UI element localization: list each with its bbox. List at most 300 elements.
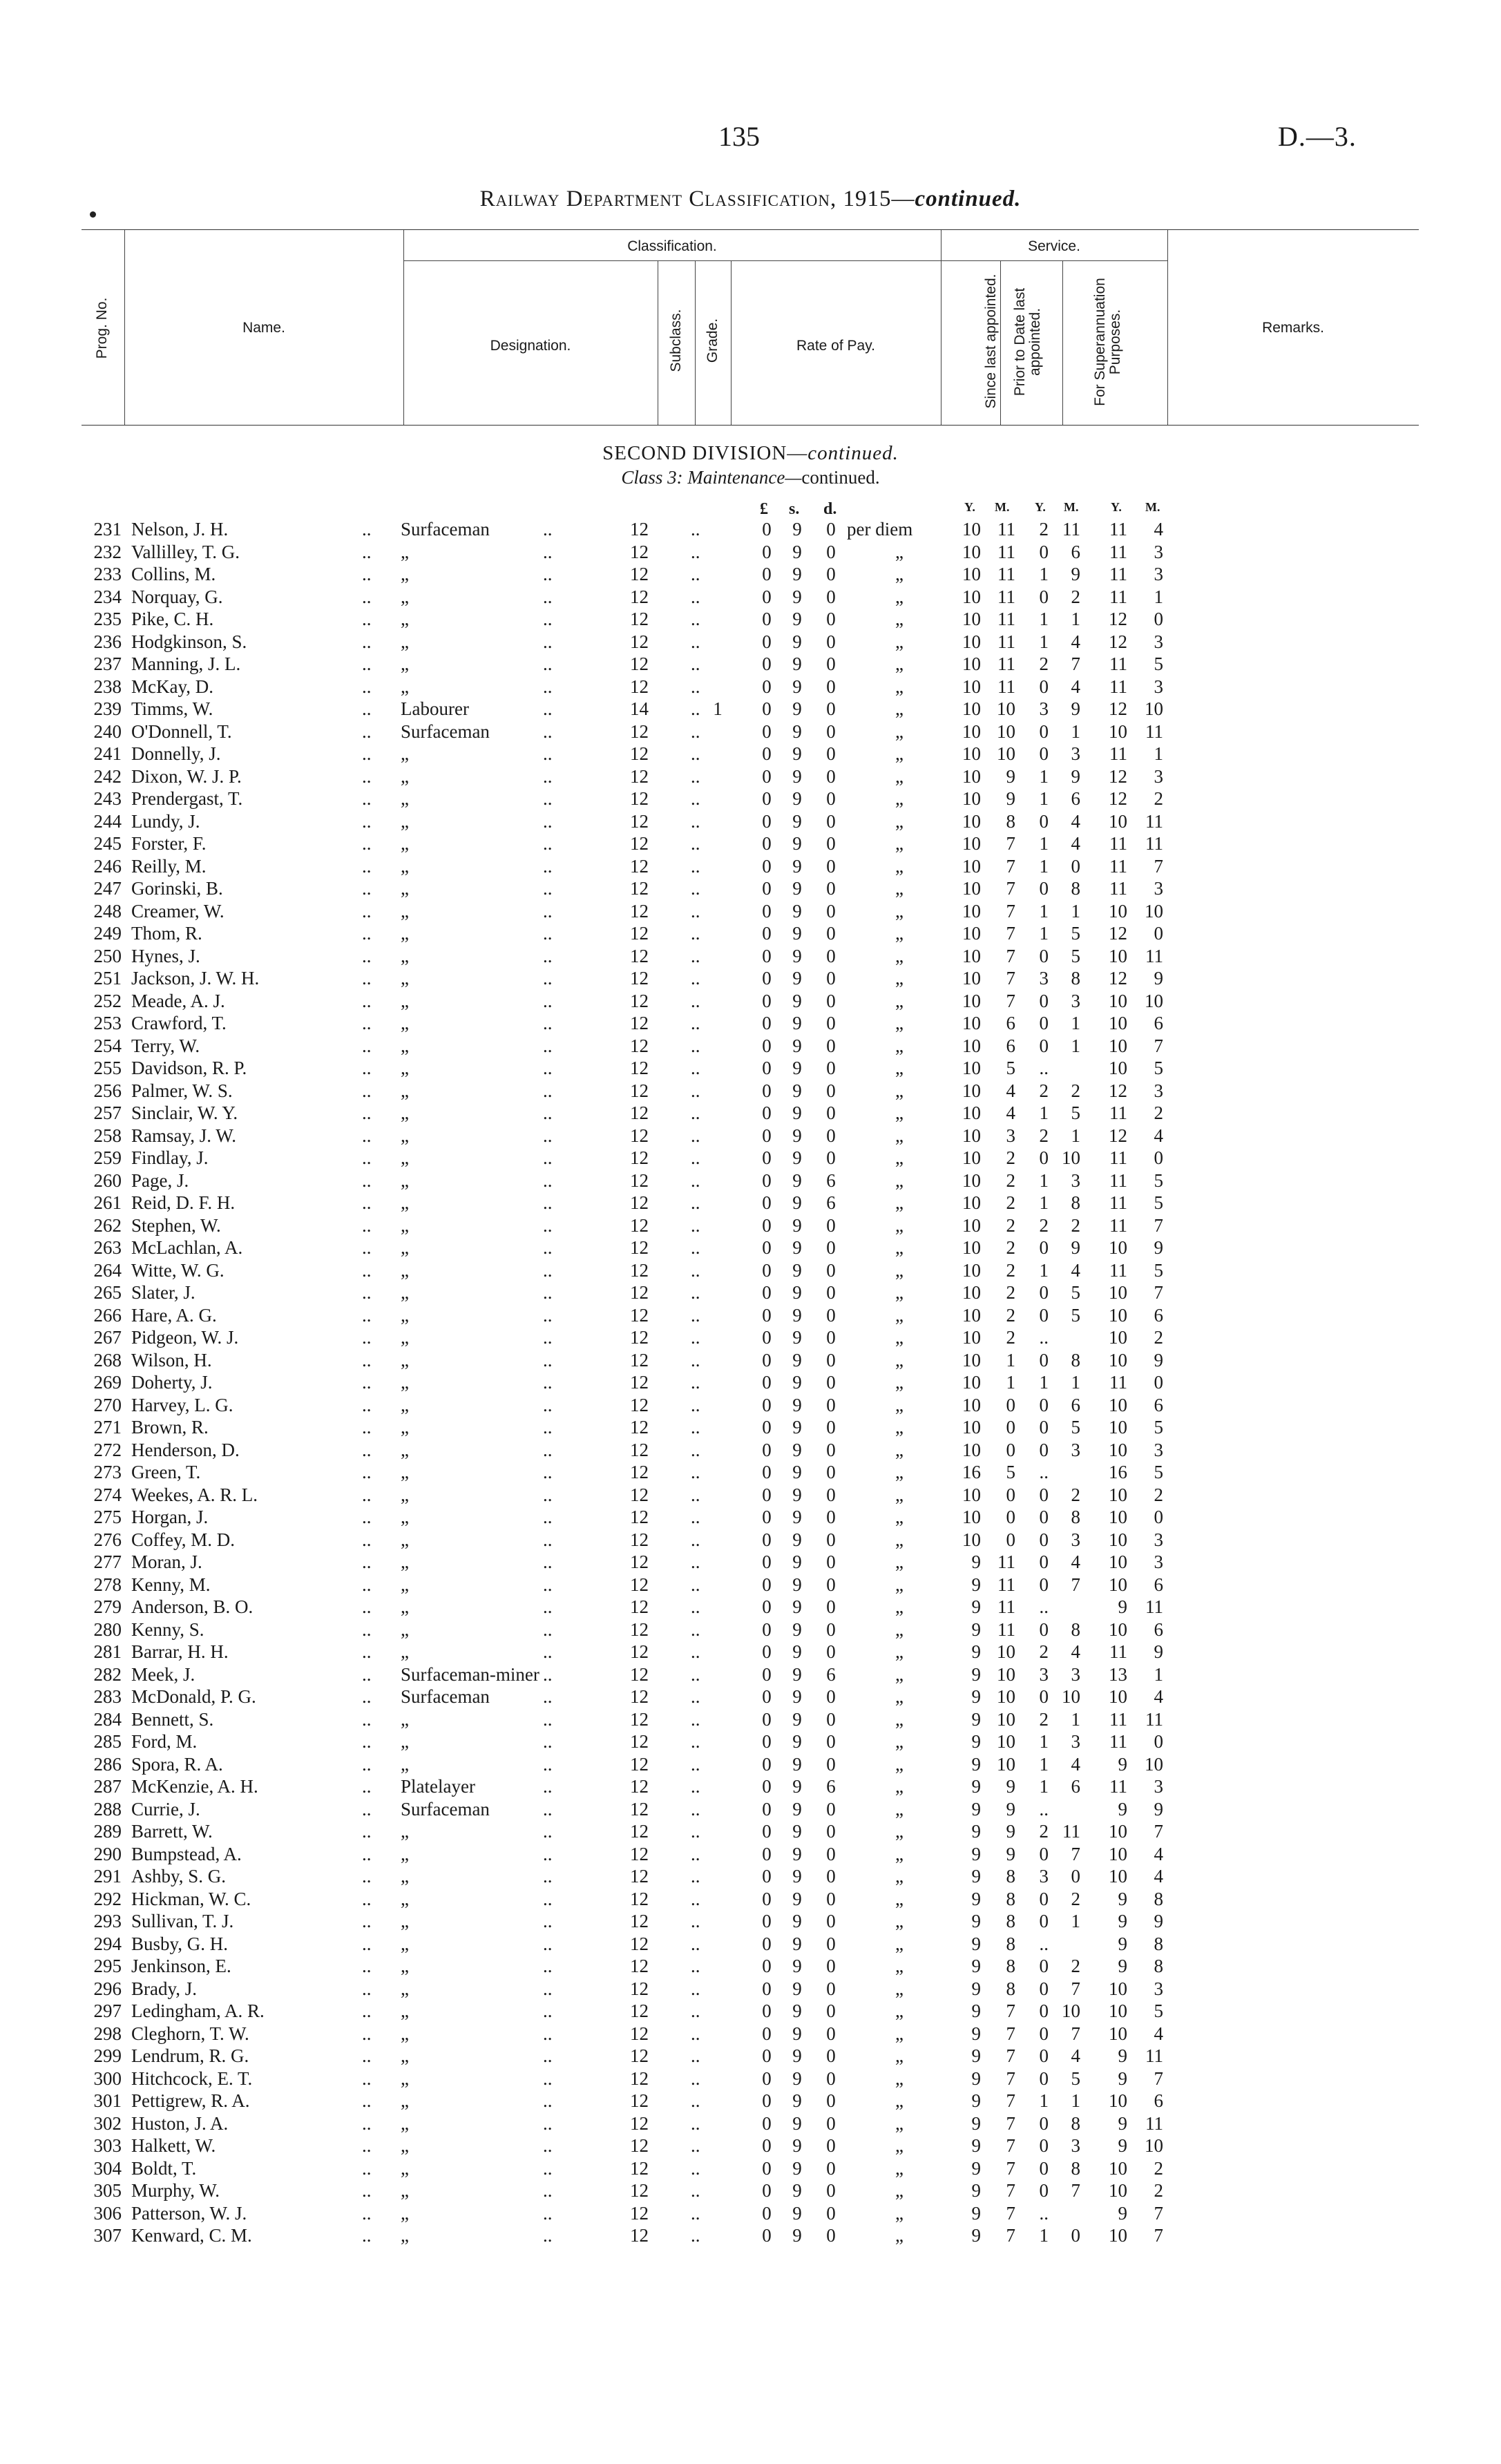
designation: „ [401, 609, 409, 629]
leader-dots: .. [543, 1462, 553, 1482]
subclass: 12 [630, 1956, 649, 1976]
staff-name: Halkett, W. [131, 2135, 216, 2156]
leader-dots: .. [543, 586, 553, 607]
subclass: 12 [630, 1866, 649, 1887]
table-row [0, 1820, 1501, 1843]
rate-pence: 6 [826, 1776, 836, 1797]
since-years: 10 [962, 1237, 981, 1258]
leader-dots: .. [362, 1080, 372, 1101]
since-years: 10 [962, 1327, 981, 1348]
since-months: 10 [997, 1663, 1015, 1685]
since-months: 4 [1006, 1102, 1015, 1123]
prog-no: 266 [93, 1304, 122, 1326]
rate-pence: 0 [826, 1125, 836, 1146]
staff-name: Reilly, M. [131, 855, 207, 877]
designation: „ [401, 1978, 409, 1999]
rate-shillings: 9 [792, 1596, 802, 1617]
prior-years: 0 [1039, 2000, 1049, 2021]
prog-no: 263 [93, 1237, 122, 1258]
rate-shillings: 9 [792, 1776, 802, 1797]
rate-pounds: 0 [762, 2202, 772, 2224]
class-heading [0, 467, 1501, 488]
prior-years: 1 [1039, 1776, 1049, 1797]
super-years: 10 [1109, 1013, 1127, 1033]
subclass: 12 [630, 855, 649, 877]
rate-pence: 6 [826, 1192, 836, 1213]
prior-years: 0 [1039, 810, 1049, 832]
leader-dots: .. [362, 1978, 372, 1999]
rate-unit: „ [895, 1282, 904, 1303]
super-years: 10 [1109, 2157, 1127, 2179]
designation: „ [401, 855, 409, 877]
table-row [0, 586, 1501, 609]
since-years: 10 [962, 1394, 981, 1415]
leader-dots: .. [543, 1013, 553, 1033]
prog-no-header: Prog. No. [94, 297, 110, 359]
since-years: 9 [971, 1753, 981, 1775]
rate-shillings: 9 [792, 609, 802, 629]
staff-name: Green, T. [131, 1462, 201, 1482]
leader-dots: .. [691, 2225, 700, 2246]
super-years: 10 [1109, 1574, 1127, 1595]
designation: Surfaceman [401, 519, 490, 539]
prior-years: 1 [1039, 833, 1049, 854]
designation: „ [401, 2023, 409, 2044]
designation: „ [401, 564, 409, 584]
since-months: 2 [1006, 1192, 1015, 1213]
designation: „ [401, 1888, 409, 1909]
leader-dots: .. [691, 1372, 700, 1393]
super-years: 11 [1109, 1169, 1127, 1191]
staff-name: Kenny, M. [131, 1574, 211, 1595]
since-months: 7 [1006, 945, 1015, 966]
since-months: 5 [1006, 1058, 1015, 1078]
prior-months: 8 [1071, 2112, 1080, 2134]
super-months: 7 [1154, 1282, 1163, 1303]
super-years: 10 [1109, 1035, 1127, 1056]
rate-pounds: 0 [762, 541, 772, 562]
prior-months: 5 [1071, 1102, 1080, 1123]
prior-years: 0 [1039, 743, 1049, 764]
leader-dots: .. [691, 1529, 700, 1550]
super-months: 3 [1154, 765, 1163, 787]
subclass: 12 [630, 1663, 649, 1685]
subclass: 12 [630, 1035, 649, 1056]
leader-dots: .. [691, 541, 700, 562]
designation: „ [401, 1282, 409, 1303]
subclass: 12 [630, 1798, 649, 1820]
super-months: 4 [1154, 1686, 1163, 1707]
rate-shillings: 9 [792, 810, 802, 832]
leader-dots: .. [362, 1282, 372, 1303]
rate-pence: 0 [826, 2157, 836, 2179]
leader-dots: .. [543, 1102, 553, 1123]
leader-dots: .. [543, 1798, 553, 1820]
since-months: 11 [997, 519, 1015, 539]
super-years: 10 [1109, 900, 1127, 921]
leader-dots: .. [543, 1214, 553, 1236]
division-emphasis: continued. [807, 442, 899, 464]
designation: „ [401, 541, 409, 562]
super-years: 12 [1109, 1080, 1127, 1101]
since-years: 9 [971, 2180, 981, 2201]
prior-months: 3 [1071, 1169, 1080, 1191]
designation: „ [401, 2180, 409, 2201]
leader-dots: .. [691, 653, 700, 674]
rate-shillings: 9 [792, 990, 802, 1011]
prior-months: 9 [1071, 1237, 1080, 1258]
leader-dots: .. [362, 1888, 372, 1909]
leader-dots: .. [362, 1708, 372, 1730]
leader-dots: .. [691, 1843, 700, 1864]
super-years: 11 [1109, 564, 1127, 584]
leader-dots: .. [691, 1978, 700, 1999]
prior-years: 2 [1039, 1641, 1049, 1662]
rate-shillings: 9 [792, 1147, 802, 1168]
since-months: 7 [1006, 2067, 1015, 2089]
rate-unit: „ [895, 1596, 904, 1617]
leader-dots: .. [691, 1462, 700, 1482]
rate-unit: „ [895, 1125, 904, 1146]
super-months: 9 [1154, 1641, 1163, 1662]
staff-name: Lendrum, R. G. [131, 2045, 249, 2066]
super-months: 2 [1154, 1484, 1163, 1505]
table-row [0, 631, 1501, 653]
leader-dots: .. [543, 765, 553, 787]
super-months: 7 [1154, 1214, 1163, 1236]
rate-shillings: 9 [792, 1417, 802, 1438]
since-months: 9 [1006, 788, 1015, 809]
leader-dots: .. [691, 1731, 700, 1752]
rate-shillings: 9 [792, 564, 802, 584]
since-years: 10 [962, 1169, 981, 1191]
since-years: 10 [962, 1102, 981, 1123]
rate-pence: 0 [826, 1282, 836, 1303]
prog-no: 278 [93, 1574, 122, 1595]
prog-no: 254 [93, 1035, 122, 1056]
rate-shillings: 9 [792, 2045, 802, 2066]
prog-no: 277 [93, 1551, 122, 1572]
designation: „ [401, 1708, 409, 1730]
staff-name: Donnelly, J. [131, 743, 221, 764]
rate-pence: 0 [826, 631, 836, 652]
staff-name: Weekes, A. R. L. [131, 1484, 258, 1505]
years-unit-2: Y. [1035, 500, 1046, 514]
leader-dots: .. [691, 2112, 700, 2134]
remarks-header: Remarks. [1262, 320, 1324, 336]
prior-years: 2 [1039, 1080, 1049, 1101]
rate-unit: „ [895, 1933, 904, 1954]
rate-pounds: 0 [762, 1214, 772, 1236]
staff-name: Ashby, S. G. [131, 1866, 227, 1887]
leader-dots: .. [362, 1372, 372, 1393]
leader-dots: .. [691, 1349, 700, 1371]
rate-shillings: 9 [792, 2112, 802, 2134]
super-months: 9 [1154, 1237, 1163, 1258]
staff-name: Terry, W. [131, 1035, 200, 1056]
prior-years: 0 [1039, 1417, 1049, 1438]
prior-years: 1 [1039, 1102, 1049, 1123]
prog-no: 298 [93, 2023, 122, 2044]
designation: Surfaceman [401, 1798, 490, 1820]
prog-no: 300 [93, 2067, 122, 2089]
designation: „ [401, 1911, 409, 1931]
super-months: 2 [1154, 1327, 1163, 1348]
rate-unit: „ [895, 720, 904, 742]
staff-name: Kenward, C. M. [131, 2225, 252, 2246]
rate-pounds: 0 [762, 2157, 772, 2179]
designation: „ [401, 1933, 409, 1954]
super-months: 3 [1154, 1776, 1163, 1797]
rate-shillings: 9 [792, 2023, 802, 2044]
table-row [0, 608, 1501, 631]
leader-dots: .. [691, 2157, 700, 2179]
super-months: 7 [1154, 855, 1163, 877]
subclass: 12 [630, 1372, 649, 1393]
since-months: 4 [1006, 1080, 1015, 1101]
rate-shillings: 9 [792, 878, 802, 899]
leader-dots: .. [691, 1686, 700, 1707]
designation: „ [401, 2090, 409, 2111]
months-unit-3: M. [1145, 500, 1160, 514]
rate-pence: 0 [826, 609, 836, 629]
rate-pounds: 0 [762, 1663, 772, 1685]
prior-years: .. [1039, 1798, 1049, 1820]
prior-months: 4 [1071, 2045, 1080, 2066]
prior-years: 0 [1039, 1911, 1049, 1931]
rate-unit: „ [895, 765, 904, 787]
leader-dots: .. [362, 1394, 372, 1415]
rate-shillings: 9 [792, 743, 802, 764]
prog-no: 307 [93, 2225, 122, 2246]
rate-unit: „ [895, 1529, 904, 1550]
super-years: 9 [1118, 1933, 1127, 1954]
super-months: 5 [1154, 1192, 1163, 1213]
rate-pounds: 0 [762, 1596, 772, 1617]
prog-no: 271 [93, 1417, 122, 1438]
super-months: 1 [1154, 743, 1163, 764]
prog-no: 237 [93, 653, 122, 674]
prior-years: .. [1039, 1933, 1049, 1954]
prior-months: 9 [1071, 698, 1080, 719]
leader-dots: .. [691, 1013, 700, 1033]
prior-years: 0 [1039, 1304, 1049, 1326]
leader-dots: .. [691, 968, 700, 989]
prior-months: 7 [1071, 1978, 1080, 1999]
staff-name: Forster, F. [131, 833, 207, 854]
super-years: 11 [1109, 855, 1127, 877]
rate-pence: 0 [826, 855, 836, 877]
rate-pence: 0 [826, 541, 836, 562]
rate-unit: „ [895, 945, 904, 966]
leader-dots: .. [691, 923, 700, 944]
prior-years: 0 [1039, 1888, 1049, 1909]
prior-months: 8 [1071, 1618, 1080, 1640]
prior-months: 1 [1071, 720, 1080, 742]
rate-shillings: 9 [792, 1013, 802, 1033]
rate-unit: „ [895, 810, 904, 832]
prior-months: 8 [1071, 1507, 1080, 1527]
since-years: 9 [971, 1956, 981, 1976]
prior-months: 2 [1071, 1484, 1080, 1505]
since-months: 9 [1006, 1821, 1015, 1842]
staff-name: Jackson, J. W. H. [131, 968, 260, 989]
subclass: 12 [630, 1282, 649, 1303]
leader-dots: .. [543, 1731, 553, 1752]
rate-pence: 0 [826, 1259, 836, 1281]
rate-pence: 0 [826, 1147, 836, 1168]
rate-shillings: 9 [792, 1574, 802, 1595]
title-emphasis: continued. [915, 187, 1022, 211]
leader-dots: .. [362, 1304, 372, 1326]
staff-name: Hodgkinson, S. [131, 631, 247, 652]
rate-unit: „ [895, 2067, 904, 2089]
rate-shillings: 9 [792, 1551, 802, 1572]
rate-shillings: 9 [792, 2225, 802, 2246]
prior-months: 10 [1062, 1147, 1080, 1168]
rate-unit: „ [895, 698, 904, 719]
prior-years: .. [1039, 1058, 1049, 1078]
subclass: 12 [630, 609, 649, 629]
prog-no: 231 [93, 519, 122, 539]
leader-dots: .. [543, 653, 553, 674]
subclass: 12 [630, 541, 649, 562]
leader-dots: .. [691, 990, 700, 1011]
subclass: 12 [630, 1596, 649, 1617]
super-months: 4 [1154, 2023, 1163, 2044]
staff-name: Findlay, J. [131, 1147, 209, 1168]
leader-dots: .. [691, 1798, 700, 1820]
rate-shillings: 9 [792, 1484, 802, 1505]
table-row [0, 1035, 1501, 1058]
since-years: 10 [962, 541, 981, 562]
prior-months: 1 [1071, 2090, 1080, 2111]
prior-months: 8 [1071, 2157, 1080, 2179]
designation: „ [401, 1641, 409, 1662]
prog-no: 267 [93, 1327, 122, 1348]
super-years: 11 [1109, 1641, 1127, 1662]
designation: „ [401, 1394, 409, 1415]
rate-pence: 0 [826, 1956, 836, 1976]
super-years: 11 [1109, 519, 1127, 539]
rate-unit: „ [895, 1911, 904, 1931]
since-months: 7 [1006, 990, 1015, 1011]
super-years: 12 [1109, 968, 1127, 989]
since-years: 10 [962, 1259, 981, 1281]
super-years: 13 [1109, 1663, 1127, 1685]
leader-dots: .. [362, 1798, 372, 1820]
staff-name: Hare, A. G. [131, 1304, 217, 1326]
super-years: 9 [1118, 1798, 1127, 1820]
table-row [0, 1641, 1501, 1663]
leader-dots: .. [362, 968, 372, 989]
designation: „ [401, 1125, 409, 1146]
table-row [0, 1529, 1501, 1551]
leader-dots: .. [362, 1327, 372, 1348]
super-months: 1 [1154, 1663, 1163, 1685]
rate-unit: „ [895, 1080, 904, 1101]
since-months: 7 [1006, 2112, 1015, 2134]
prior-months: 2 [1071, 1080, 1080, 1101]
rate-unit: „ [895, 1753, 904, 1775]
since-months: 7 [1006, 2202, 1015, 2224]
rate-pounds: 0 [762, 2090, 772, 2111]
prior-months: 7 [1071, 2023, 1080, 2044]
prior-months: 9 [1071, 765, 1080, 787]
prior-months: 5 [1071, 1304, 1080, 1326]
leader-dots: .. [691, 1641, 700, 1662]
since-months: 7 [1006, 2157, 1015, 2179]
since-months: 7 [1006, 2023, 1015, 2044]
prior-years: 2 [1039, 1214, 1049, 1236]
leader-dots: .. [362, 1866, 372, 1887]
staff-name: Barrar, H. H. [131, 1641, 229, 1662]
rate-unit: „ [895, 1798, 904, 1820]
prior-years: 0 [1039, 1507, 1049, 1527]
super-years: 10 [1109, 2225, 1127, 2246]
super-months: 0 [1154, 609, 1163, 629]
rate-unit: „ [895, 1192, 904, 1213]
leader-dots: .. [691, 1574, 700, 1595]
prior-months: 5 [1071, 923, 1080, 944]
prog-no: 247 [93, 878, 122, 899]
super-years: 10 [1109, 1866, 1127, 1887]
prior-months: 1 [1071, 609, 1080, 629]
prior-years: 0 [1039, 1551, 1049, 1572]
rate-shillings: 9 [792, 676, 802, 697]
staff-name: Huston, J. A. [131, 2112, 229, 2134]
leader-dots: .. [362, 2023, 372, 2044]
leader-dots: .. [543, 1663, 553, 1685]
subclass: 12 [630, 2180, 649, 2201]
rate-shillings: 9 [792, 1821, 802, 1842]
rate-shillings: 9 [792, 1888, 802, 1909]
rate-shillings: 9 [792, 923, 802, 944]
super-months: 6 [1154, 1618, 1163, 1640]
subclass: 12 [630, 743, 649, 764]
rate-pence: 0 [826, 1394, 836, 1415]
rate-pence: 0 [826, 2067, 836, 2089]
staff-name: Jenkinson, E. [131, 1956, 231, 1976]
since-months: 7 [1006, 2000, 1015, 2021]
super-months: 4 [1154, 1866, 1163, 1887]
leader-dots: .. [543, 1507, 553, 1527]
leader-dots: .. [362, 2112, 372, 2134]
leader-dots: .. [691, 1102, 700, 1123]
prior-years: 0 [1039, 1394, 1049, 1415]
leader-dots: .. [543, 1776, 553, 1797]
prior-years: 0 [1039, 1686, 1049, 1707]
leader-dots: .. [543, 945, 553, 966]
rate-unit: „ [895, 2202, 904, 2224]
prior-years: 0 [1039, 1618, 1049, 1640]
prog-no: 232 [93, 541, 122, 562]
subclass: 12 [630, 1349, 649, 1371]
rate-pounds: 0 [762, 609, 772, 629]
subclass: 12 [630, 1080, 649, 1101]
since-months: 10 [997, 698, 1015, 719]
leader-dots: .. [691, 586, 700, 607]
table-row [0, 855, 1501, 878]
since-months: 9 [1006, 1776, 1015, 1797]
since-months: 7 [1006, 855, 1015, 877]
super-years: 9 [1118, 1888, 1127, 1909]
since-years: 9 [971, 2023, 981, 2044]
leader-dots: .. [543, 1596, 553, 1617]
rate-pounds: 0 [762, 2225, 772, 2246]
rate-pounds: 0 [762, 1394, 772, 1415]
prog-no: 234 [93, 586, 122, 607]
